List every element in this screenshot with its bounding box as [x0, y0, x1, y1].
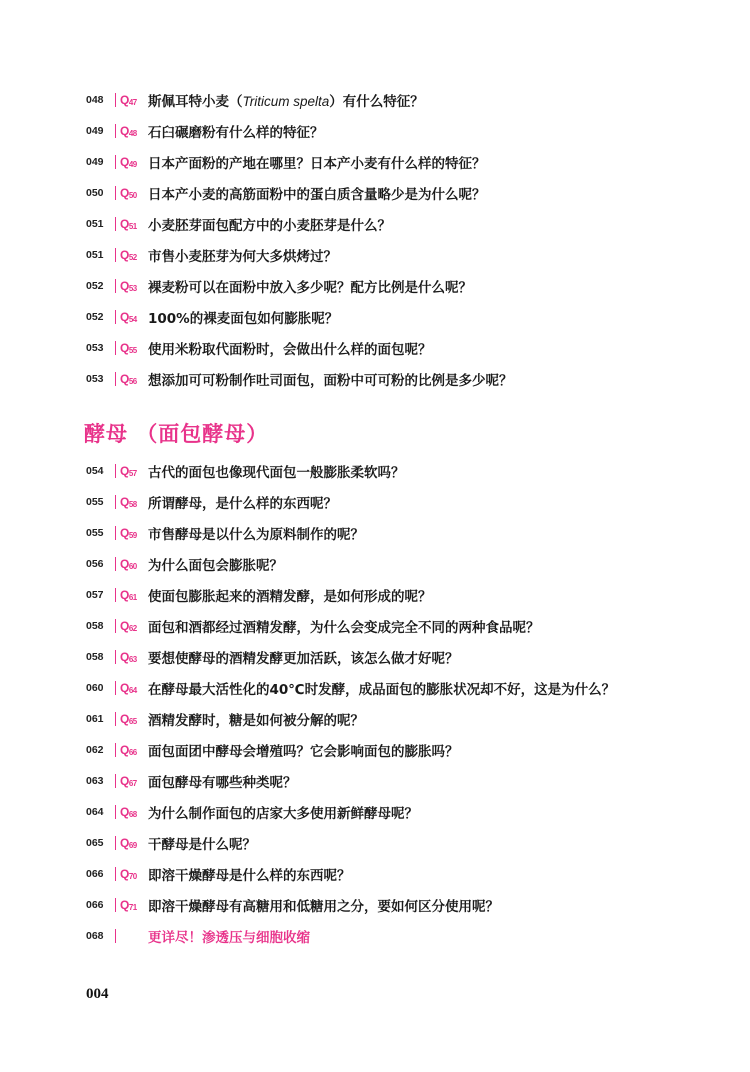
section-title: 酵母 （面包酵母） [84, 422, 269, 446]
divider [115, 557, 116, 571]
question-number: $Q_{61}$ [120, 588, 137, 602]
divider [115, 898, 116, 912]
question-number: $Q_{58}$ [120, 495, 137, 509]
question-text: 面包酵母有哪些种类呢？ [148, 775, 297, 791]
question-number: $Q_{67}$ [120, 774, 137, 788]
question-text: 为什么制作面包的店家大多使用新鲜酵母呢？ [148, 806, 418, 822]
page-number: 068 [86, 930, 104, 942]
divider [115, 186, 116, 200]
toc-entry[interactable] [86, 832, 710, 854]
toc-entry[interactable] [86, 801, 710, 823]
question-number: $Q_{62}$ [120, 619, 137, 633]
divider [115, 279, 116, 293]
question-number: $Q_{49}$ [120, 155, 137, 169]
toc-entry-extra[interactable] [86, 925, 710, 947]
toc-entry[interactable] [86, 615, 710, 637]
page-number: 054 [86, 465, 104, 477]
question-number: $Q_{64}$ [120, 681, 137, 695]
page-number: 052 [86, 311, 104, 323]
toc-entry[interactable] [86, 182, 710, 204]
page-number: 064 [86, 806, 104, 818]
question-number: $Q_{47}$ [120, 93, 137, 107]
question-number: $Q_{52}$ [120, 248, 137, 262]
question-number: $Q_{63}$ [120, 650, 137, 664]
page-number: 049 [86, 156, 104, 168]
question-number: $Q_{69}$ [120, 836, 137, 850]
divider [115, 248, 116, 262]
question-number: $Q_{70}$ [120, 867, 137, 881]
toc-entry[interactable] [86, 646, 710, 668]
page-number: 066 [86, 899, 104, 911]
question-text: 日本产面粉的产地在哪里？日本产小麦有什么样的特征？ [148, 156, 486, 172]
question-text: 所谓酵母，是什么样的东西呢？ [148, 496, 337, 512]
page-number: 065 [86, 837, 104, 849]
question-text: 即溶干燥酵母是什么样的东西呢？ [148, 868, 351, 884]
divider [115, 588, 116, 602]
divider [115, 310, 116, 324]
page-number: 055 [86, 496, 104, 508]
question-text: 古代的面包也像现代面包一般膨胀柔软吗？ [148, 465, 405, 481]
divider [115, 805, 116, 819]
divider [115, 836, 116, 850]
page-number: 055 [86, 527, 104, 539]
toc-entry[interactable] [86, 337, 710, 359]
divider [115, 526, 116, 540]
toc-entry[interactable] [86, 120, 710, 142]
divider [115, 93, 116, 107]
divider [115, 464, 116, 478]
question-text: 即溶干燥酵母有高糖用和低糖用之分，要如何区分使用呢？ [148, 899, 499, 915]
divider [115, 155, 116, 169]
divider [115, 712, 116, 726]
question-number: $Q_{54}$ [120, 310, 137, 324]
page-number: 066 [86, 868, 104, 880]
page-number: 051 [86, 218, 104, 230]
divider [115, 124, 116, 138]
question-text: 想添加可可粉制作吐司面包，面粉中可可粉的比例是多少呢？ [148, 373, 513, 389]
question-text: 斯佩耳特小麦（Triticum spelta）有什么特征？ [148, 94, 424, 110]
toc-entry[interactable] [86, 863, 710, 885]
question-text: 在酵母最大活性化的40℃时发酵，成品面包的膨胀状况却不好，这是为什么？ [148, 682, 616, 698]
toc-entry[interactable] [86, 89, 710, 111]
page-number: 053 [86, 342, 104, 354]
page-number: 053 [86, 373, 104, 385]
divider [115, 341, 116, 355]
page-number: 048 [86, 94, 104, 106]
toc-entry[interactable] [86, 584, 710, 606]
question-text: 100%的裸麦面包如何膨胀呢？ [148, 311, 339, 327]
question-text: 要想使酵母的酒精发酵更加活跃，该怎么做才好呢？ [148, 651, 459, 667]
question-number: $Q_{60}$ [120, 557, 137, 571]
question-text: 市售酵母是以什么为原料制作的呢？ [148, 527, 364, 543]
toc-entry[interactable] [86, 739, 710, 761]
question-text: 裸麦粉可以在面粉中放入多少呢？配方比例是什么呢？ [148, 280, 472, 296]
page-number: 061 [86, 713, 104, 725]
toc-entry[interactable] [86, 151, 710, 173]
question-text: 干酵母是什么呢？ [148, 837, 256, 853]
page-number: 052 [86, 280, 104, 292]
question-number: $Q_{53}$ [120, 279, 137, 293]
divider [115, 774, 116, 788]
page-number: 057 [86, 589, 104, 601]
divider [115, 681, 116, 695]
toc-entry[interactable] [86, 894, 710, 916]
toc-entry[interactable] [86, 522, 710, 544]
divider [115, 619, 116, 633]
toc-entry[interactable] [86, 306, 710, 328]
question-text: 为什么面包会膨胀呢？ [148, 558, 283, 574]
page-number: 058 [86, 651, 104, 663]
question-text: 面包面团中酵母会增殖吗？它会影响面包的膨胀吗？ [148, 744, 459, 760]
question-number: $Q_{57}$ [120, 464, 137, 478]
page-number: 056 [86, 558, 104, 570]
page-number: 050 [86, 187, 104, 199]
page-number: 058 [86, 620, 104, 632]
page-number: 049 [86, 125, 104, 137]
question-text: 石臼碾磨粉有什么样的特征？ [148, 125, 324, 141]
question-number: $Q_{51}$ [120, 217, 137, 231]
toc-entry[interactable] [86, 275, 710, 297]
question-number: $Q_{48}$ [120, 124, 137, 138]
page-number: 051 [86, 249, 104, 261]
divider [115, 867, 116, 881]
toc-entry[interactable] [86, 213, 710, 235]
toc-entry[interactable] [86, 244, 710, 266]
question-number: $Q_{65}$ [120, 712, 137, 726]
toc-entry[interactable] [86, 460, 710, 482]
question-text: 使面包膨胀起来的酒精发酵，是如何形成的呢？ [148, 589, 432, 605]
question-number: $Q_{56}$ [120, 372, 137, 386]
question-text: 面包和酒都经过酒精发酵，为什么会变成完全不同的两种食品呢？ [148, 620, 540, 636]
page-number: 063 [86, 775, 104, 787]
question-text: 小麦胚芽面包配方中的小麦胚芽是什么？ [148, 218, 391, 234]
toc-entry[interactable] [86, 770, 710, 792]
folio: 004 [86, 986, 109, 1002]
toc-entry[interactable] [86, 491, 710, 513]
extra-topic-text: 更详尽！渗透压与细胞收缩 [148, 930, 310, 946]
question-number: $Q_{71}$ [120, 898, 137, 912]
page-number: 060 [86, 682, 104, 694]
question-number: $Q_{50}$ [120, 186, 137, 200]
toc-entry[interactable] [86, 368, 710, 390]
question-number: $Q_{66}$ [120, 743, 137, 757]
question-text: 市售小麦胚芽为何大多烘烤过？ [148, 249, 337, 265]
question-text: 酒精发酵时，糖是如何被分解的呢？ [148, 713, 364, 729]
toc-entry[interactable] [86, 708, 710, 730]
question-number: $Q_{55}$ [120, 341, 137, 355]
toc-entry[interactable] [86, 553, 710, 575]
divider [115, 929, 116, 943]
question-number: $Q_{68}$ [120, 805, 137, 819]
divider [115, 495, 116, 509]
divider [115, 217, 116, 231]
divider [115, 743, 116, 757]
question-text: 日本产小麦的高筋面粉中的蛋白质含量略少是为什么呢？ [148, 187, 486, 203]
divider [115, 372, 116, 386]
divider [115, 650, 116, 664]
toc-entry[interactable] [86, 677, 710, 699]
question-number: $Q_{59}$ [120, 526, 137, 540]
page-number: 062 [86, 744, 104, 756]
question-text: 使用米粉取代面粉时，会做出什么样的面包呢？ [148, 342, 432, 358]
